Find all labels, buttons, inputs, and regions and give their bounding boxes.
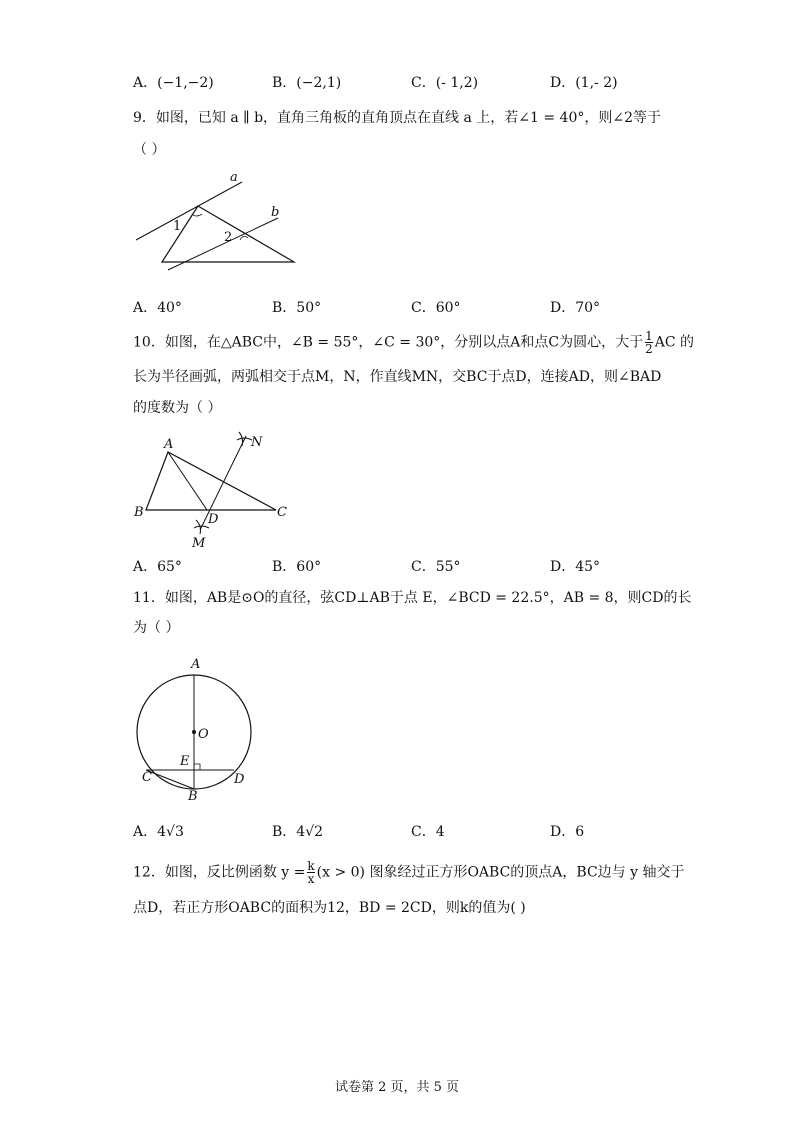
q9-stem-line2: （ ） [133, 142, 166, 158]
segment-cb [146, 770, 194, 789]
line-mn [200, 436, 246, 530]
q10-frac-num: 1 [645, 329, 653, 343]
label-C: C [142, 770, 152, 785]
label-a: a [230, 170, 238, 185]
angle-1-arc [192, 214, 202, 216]
q9-figure [130, 168, 310, 272]
label-C: C [277, 505, 287, 520]
label-N: N [251, 435, 263, 450]
q10-option-c: C．55° [411, 559, 461, 575]
q12-stem-pre: 12．如图，反比例函数 y = [133, 864, 306, 881]
q10-stem-line2: 长为半径画弧，两弧相交于点M，N，作直线MN，交BC于点D，连接AD，则∠BAD [133, 369, 662, 385]
label-D: D [234, 772, 245, 787]
q8-option-d: D．(1,- 2) [550, 75, 618, 91]
q10-figure [130, 426, 300, 552]
label-E: E [180, 754, 190, 769]
q12-fraction [307, 860, 314, 885]
q12-stem-post: (x > 0) 图象经过正方形OABC的顶点A，BC边与 y 轴交于 [316, 864, 685, 881]
q11-stem-line1: 11．如图，AB是⊙O的直径，弦CD⊥AB于点 E，∠BCD = 22.5°，AB = 8，则CD的长 [133, 590, 692, 606]
q11-figure [128, 654, 268, 804]
page-footer: 试卷第 2 页，共 5 页 [334, 1080, 460, 1095]
q10-stem-pre: 10．如图，在△ABC中，∠B = 55°，∠C = 30°，分别以点A和点C为圆心，大于 [133, 334, 644, 351]
q10-option-b: B．60° [272, 559, 322, 575]
q11-option-b: B．4√2 [272, 824, 324, 840]
label-B: B [188, 789, 198, 804]
q10-stem-line1 [133, 330, 694, 355]
q12-stem-line2: 点D，若正方形OABC的面积为12，BD = 2CD，则k的值为( ) [133, 900, 526, 916]
label-M: M [192, 536, 206, 551]
q8-option-b: B．(−2,1) [272, 75, 342, 91]
angle-2-arc [240, 236, 248, 240]
q11-stem-line2: 为（ ） [133, 620, 180, 636]
center-point [192, 730, 196, 734]
q10-stem-line3: 的度数为（ ） [133, 400, 222, 416]
q11-option-a: A．4√3 [133, 824, 184, 840]
label-b: b [271, 205, 280, 220]
q9-option-a: A．40° [133, 300, 182, 316]
label-angle-1: 1 [173, 219, 182, 234]
q12-stem-line1 [133, 860, 684, 885]
q10-option-a: A．65° [133, 559, 182, 575]
q9-option-b: B．50° [272, 300, 322, 316]
q10-option-d: D．45° [550, 559, 601, 575]
q12-frac-den: x [307, 872, 315, 886]
label-angle-2: 2 [224, 230, 233, 245]
q11-option-d: D．6 [550, 824, 585, 840]
label-D: D [208, 512, 219, 527]
q10-stem-post: AC 的 [654, 334, 695, 351]
q10-frac-den: 2 [645, 342, 653, 356]
q8-option-c: C．(- 1,2) [411, 75, 479, 91]
q9-option-d: D．70° [550, 300, 601, 316]
q9-option-c: C．60° [411, 300, 461, 316]
label-O: O [198, 727, 209, 742]
q12-frac-num: k [307, 859, 315, 873]
label-B: B [134, 505, 144, 520]
q11-option-c: C．4 [411, 824, 445, 840]
label-A: A [191, 657, 201, 672]
q9-stem-line1: 9．如图，已知 a ∥ b，直角三角板的直角顶点在直线 a 上，若∠1 = 40°，则∠2等于 [133, 110, 661, 126]
q10-fraction [645, 330, 653, 355]
segment-ad [168, 452, 207, 510]
label-A: A [164, 437, 174, 452]
q8-option-a: A．(−1,−2) [133, 75, 214, 91]
right-angle-mark [194, 764, 200, 770]
triangle-abc [146, 452, 276, 510]
